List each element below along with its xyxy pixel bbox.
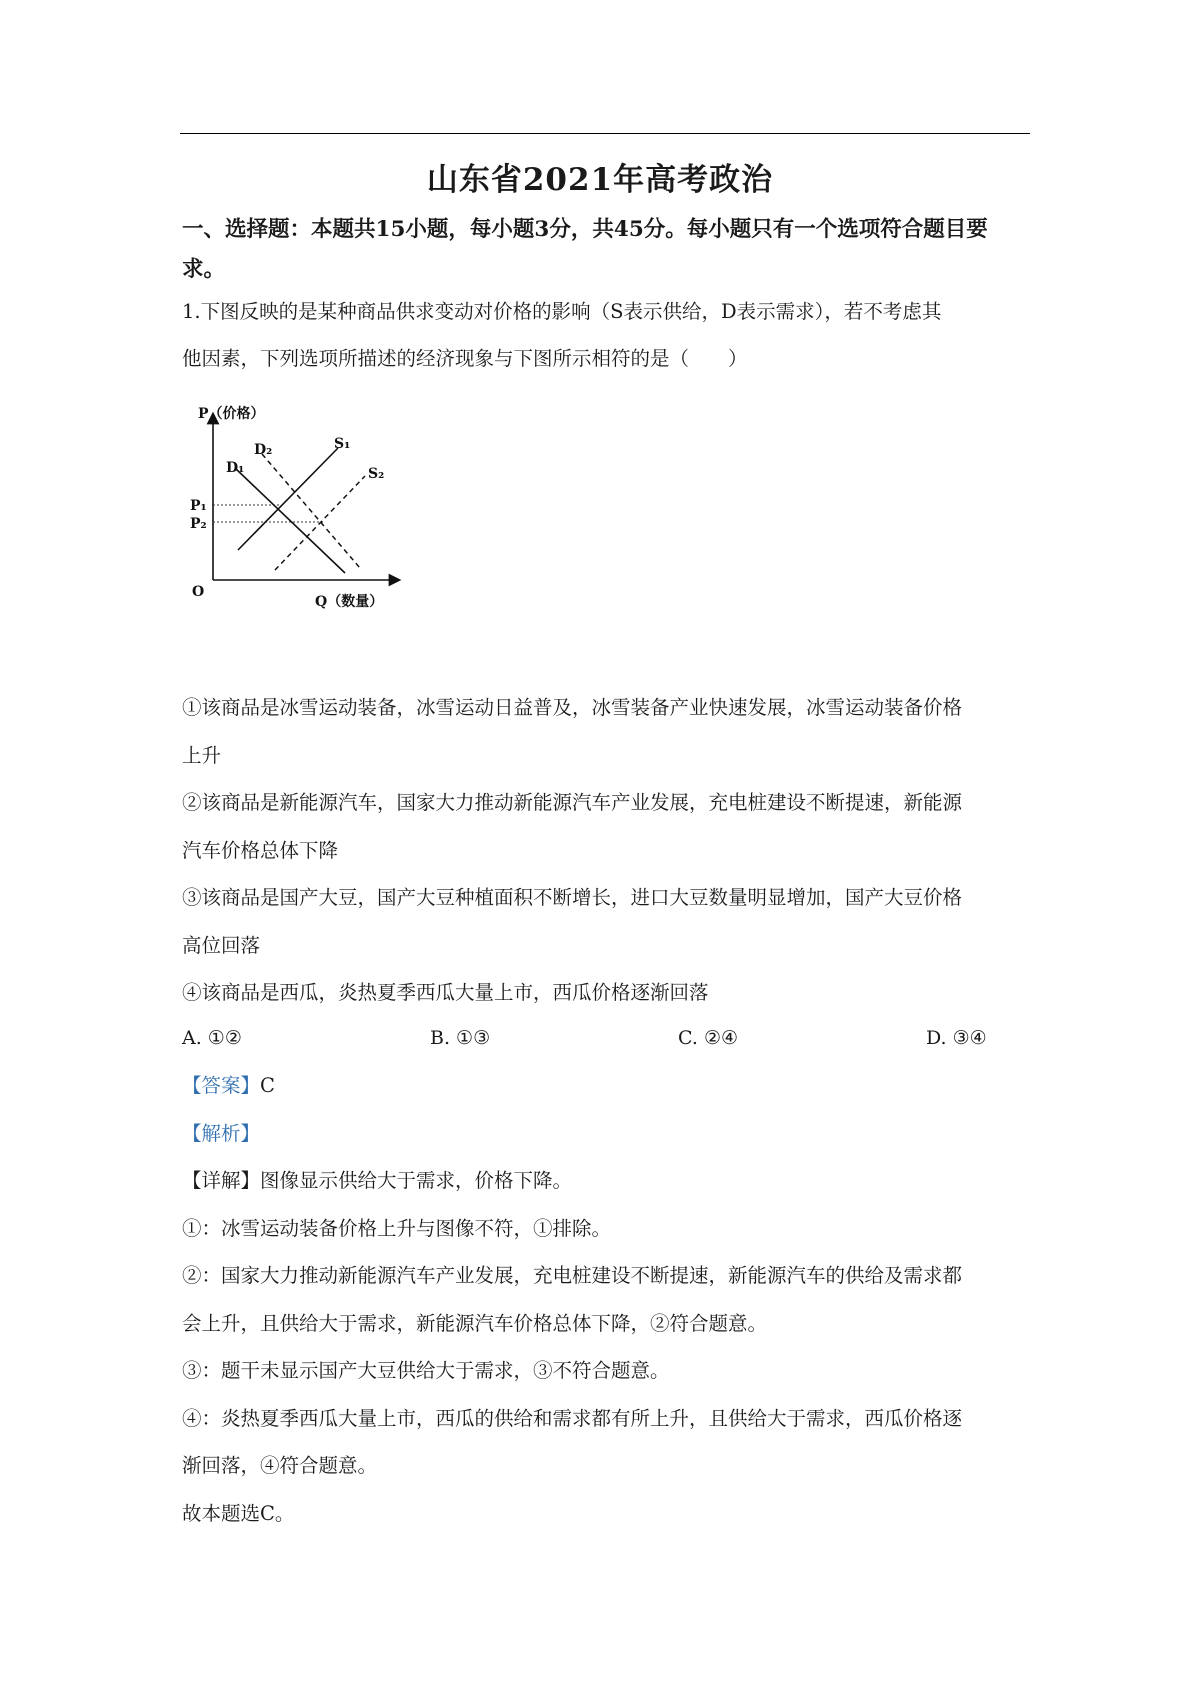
analysis-line: ③：题干未显示国产大豆供给大于需求，③不符合题意。 [182,1359,670,1382]
header-rule [180,133,1030,134]
option-3-line-1: ③该商品是国产大豆，国产大豆种植面积不断增长，进口大豆数量明显增加，国产大豆价格 [182,886,963,909]
d1-label: D₁ [226,460,245,476]
d2-label: D₂ [254,442,273,458]
answer-choices [182,1015,1030,1062]
statement-options [182,684,1030,1017]
option-1-line-2: 上升 [182,743,222,767]
p2-label: P₂ [190,516,207,532]
s1-label: S₁ [334,436,351,452]
analysis-line: 会上升，且供给大于需求，新能源汽车价格总体下降，②符合题意。 [182,1311,768,1335]
answer-value: C [260,1074,275,1097]
analysis-line: 故本题选C。 [182,1501,295,1525]
analysis-line: 【详解】图像显示供给大于需求，价格下降。 [182,1169,573,1192]
question-stem-line-1: 下图反映的是某种商品供求变动对价格的影响（S表示供给，D表示需求），若不考虑其 [200,300,942,323]
demand-curve-d1 [235,468,345,573]
supply-curve-s2 [275,476,365,570]
y-axis-label: P（价格） [198,406,265,422]
choice-c: C. ②④ [678,1027,739,1049]
page-title: 山东省2021年高考政治 [426,162,774,198]
p1-label: P₁ [190,498,207,514]
question-stem-line-2: 他因素，下列选项所描述的经济现象与下图所示相符的是（ ） [182,347,748,370]
answer-block [182,1062,1030,1157]
origin-label: O [192,584,205,600]
option-2-line-1: ②该商品是新能源汽车，国家大力推动新能源汽车产业发展，充电桩建设不断提速，新能源 [182,791,963,814]
supply-demand-figure [190,390,420,615]
analysis-block [182,1157,1030,1537]
analysis-label: 【解析】 [182,1121,261,1145]
question-number: 1. [182,300,201,323]
supply-curve-s1 [238,448,338,550]
option-4-line-1: ④该商品是西瓜，炎热夏季西瓜大量上市，西瓜价格逐渐回落 [182,981,709,1004]
question-stem [182,288,1030,382]
analysis-line: ④：炎热夏季西瓜大量上市，西瓜的供给和需求都有所上升，且供给大于需求，西瓜价格逐 [182,1406,963,1430]
analysis-line: ②：国家大力推动新能源汽车产业发展，充电桩建设不断提速，新能源汽车的供给及需求都 [182,1264,963,1287]
section-heading: 一、选择题：本题共15小题，每小题3分，共45分。每小题只有一个选项符合题目要求。 [182,217,988,282]
option-2-line-2: 汽车价格总体下降 [182,838,339,862]
option-1-line-1: ①该商品是冰雪运动装备，冰雪运动日益普及，冰雪装备产业快速发展，冰雪运动装备价格 [182,696,963,719]
choice-d: D. ③④ [926,1027,987,1049]
analysis-line: ①：冰雪运动装备价格上升与图像不符，①排除。 [182,1216,612,1240]
x-axis-label: Q（数量） [315,594,384,610]
answer-label: 【答案】 [182,1074,261,1097]
analysis-line: 渐回落，④符合题意。 [182,1454,378,1477]
choice-a: A. ①② [182,1027,242,1049]
choice-b: B. ①③ [430,1027,491,1049]
option-3-line-2: 高位回落 [182,933,261,957]
s2-label: S₂ [368,466,385,482]
